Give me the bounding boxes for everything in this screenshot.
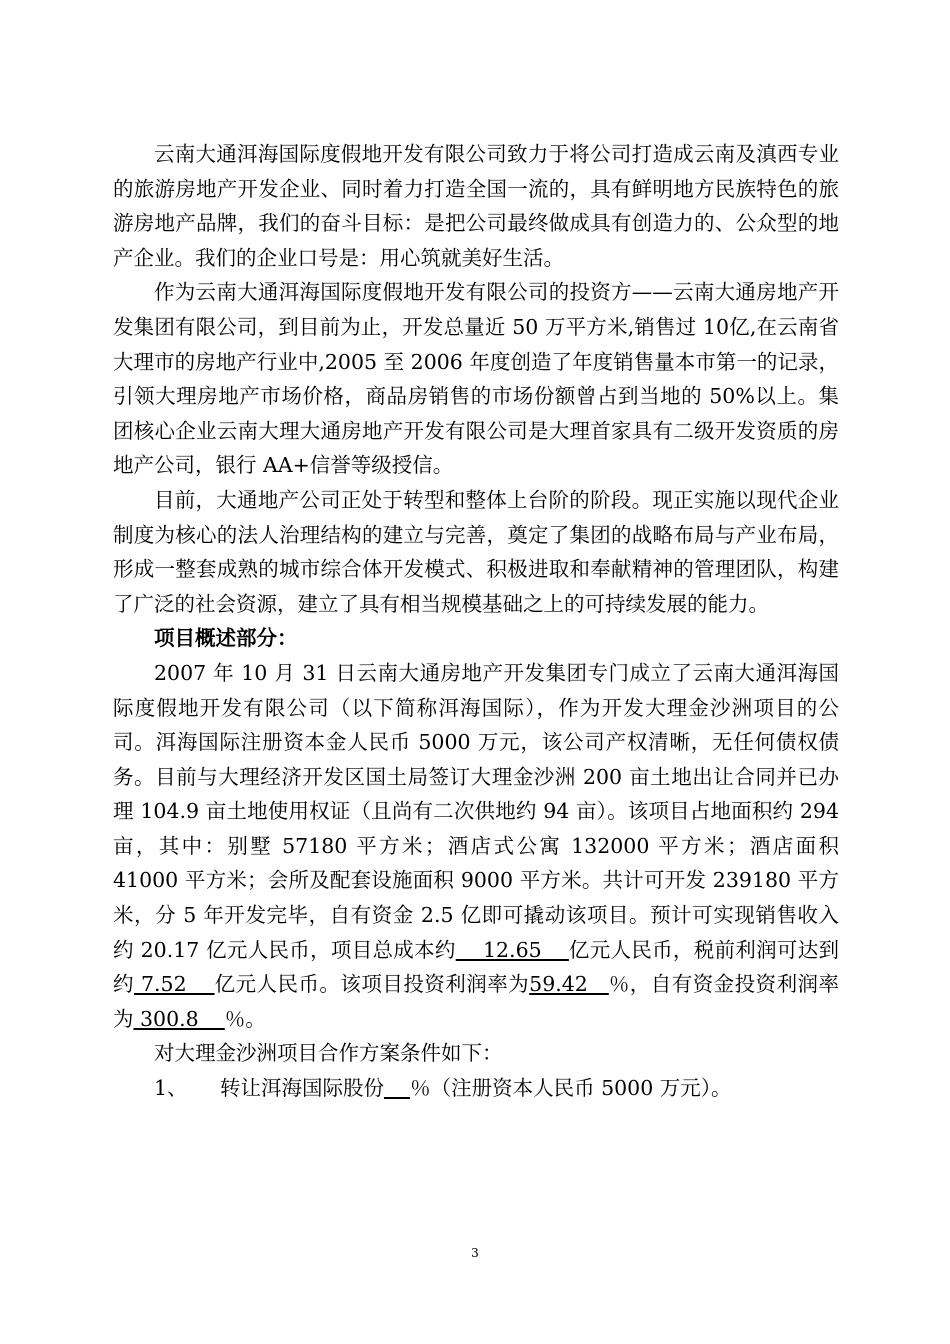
pretax-profit-value: 7.52 (133, 972, 215, 997)
overview-text-5: ％。 (224, 1006, 266, 1031)
paragraph-current-status: 目前，大通地产公司正处于转型和整体上台阶的阶段。现正实施以现代企业制度为核心的法人治理结构的建立与完善，奠定了集团的战略布局与产业布局，形成一整套成熟的城市综合体开发模式、积极进取和奉献精神的管理团队，构建了广泛的社会资源，建立了具有相当规模基础之上的可持续发展的能力。 (113, 487, 839, 616)
paragraph-cooperation-intro: 对大理金沙洲项目合作方案条件如下： (154, 1041, 503, 1066)
overview-text-4: ％，自有资金投资利润率为 (113, 972, 840, 1031)
list-item-text-after: ％（注册资本人民币 5000 万元）。 (410, 1076, 732, 1101)
overview-text-3: 亿元人民币。该项目投资利润率为 (214, 972, 530, 997)
section-heading: 项目概述部分： (154, 626, 298, 651)
total-cost-value: 12.65 (455, 937, 569, 962)
paragraph-investor-profile: 作为云南大通洱海国际度假地开发有限公司的投资方——云南大通房地产开发集团有限公司，到目前为止，开发总量近 50 万平方米,销售过 10亿,在云南省大理市的房地产行业中,2005 至 2006 年度创造了年度销售量本市第一的记录，引领大理房地产市场价格，商品房销售的市场份额曾占到当地的 50%以上。集团核心企业云南大理大通房地产开发有限公司是大理首家具有二级开发资质的房地产公司，银行 AA+信誉等级授信。 (113, 280, 839, 478)
paragraph-project-overview (113, 656, 839, 1037)
paragraph-company-goal: 云南大通洱海国际度假地开发有限公司致力于将公司打造成云南及滇西专业的旅游房地产开发企业、同时着力打造全国一流的，具有鲜明地方民族特色的旅游房地产品牌，我们的奋斗目标：是把公司最终做成具有创造力的、公众型的地产企业。我们的企业口号是：用心筑就美好生活。 (113, 142, 839, 270)
document-body (113, 137, 839, 1106)
page-number: 3 (471, 1246, 479, 1260)
list-item-text: 转让洱海国际股份 (220, 1076, 384, 1101)
share-percent-blank (384, 1076, 410, 1100)
overview-text-1: 2007 年 10 月 31 日云南大通房地产开发集团专门成立了云南大通洱海国际度假地开发有限公司（以下简称洱海国际），作为开发大理金沙洲项目的公司。洱海国际注册资本金人民币 5000 万元，该公司产权清晰，无任何债权债务。目前与大理经济开发区国土局签订大理金沙洲 200 亩土地出让合同并已办理 104.9 亩土地使用权证（且尚有二次供地约 94 亩）。该项目占地面积约 294 亩，其中：别墅 57180 平方米；酒店式公寓 132000 平方米；酒店面积 41000 平方米；会所及配套设施面积 9000 平方米。共计可开发 239180 平方米，分 5 年开发完毕，自有资金 2.5 亿即可撬动该项目。预计可实现销售收入约 20.17 亿元人民币，项目总成本约 (113, 660, 839, 962)
overview-text-2: 亿元人民币，税前利润可达到约 (113, 937, 839, 997)
roi-value: 59.42 (529, 972, 609, 997)
equity-roi-value: 300.8 (133, 1006, 225, 1031)
list-item (113, 1071, 839, 1106)
list-item-number: 1、 (154, 1076, 188, 1101)
